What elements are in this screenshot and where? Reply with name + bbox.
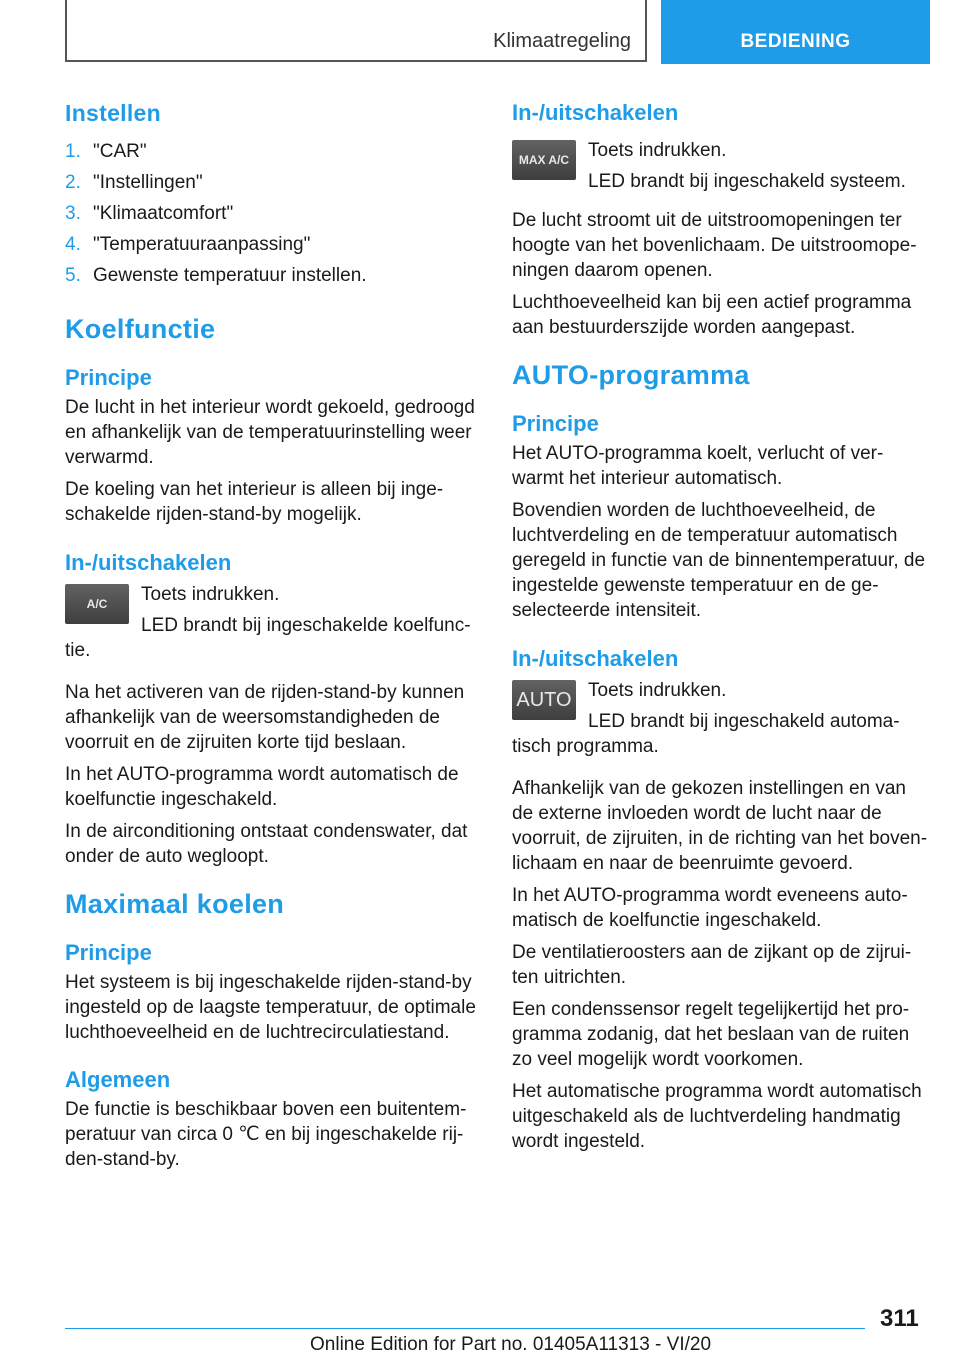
heading-auto-programma: AUTO-programma	[512, 360, 750, 390]
list-item	[65, 139, 485, 170]
paragraph: De lucht stroomt uit de uitstroomopeningen ter hoogte van het bovenlichaam. De uitstroomope‐ningen daarom openen.	[512, 210, 917, 281]
paragraph: Luchthoeveelheid kan bij een actief programma aan bestuurderszijde worden aangepast.	[512, 292, 912, 338]
footer-divider	[65, 1328, 865, 1329]
step-number: 1.	[65, 141, 81, 162]
page-header	[65, 0, 930, 64]
ac-button-icon: A/C	[65, 584, 129, 624]
paragraph: Het automatische programma wordt automatisch uitgeschakeld als de luchtverdeling handmatig wordt ingesteld.	[512, 1081, 922, 1152]
heading-in-uitschakelen: In-/uitschakelen	[65, 550, 232, 575]
left-column	[65, 100, 485, 1172]
step-text: "Instellingen"	[93, 172, 203, 193]
ac-button-text	[141, 582, 471, 638]
paragraph: LED brandt bij ingeschakeld automa‐	[588, 711, 900, 732]
max-ac-button-icon: MAX A/C	[512, 140, 576, 180]
heading-algemeen: Algemeen	[65, 1067, 171, 1092]
paragraph: Het AUTO-programma koelt, verlucht of ver‐warmt het interieur automatisch.	[512, 443, 884, 489]
paragraph: Een condenssensor regelt tegelijkertijd het pro‐gramma zodanig, dat het beslaan van de ruiten zo veel mogelijk wordt voorkomen.	[512, 999, 910, 1070]
heading-in-uitschakelen: In-/uitschakelen	[512, 100, 679, 125]
heading-principe: Principe	[512, 411, 599, 436]
chapter-title: Klimaatregeling	[493, 30, 631, 52]
list-item	[65, 263, 485, 294]
paragraph: Bovendien worden de luchthoeveelheid, de luchtverdeling en de temperatuur automatisch geregeld in functie van de binnentemperatuur, de ingestelde gewenste temperatuur en de ge‐selecteerde intensiteit.	[512, 500, 926, 621]
page-number: 311	[880, 1305, 919, 1332]
list-item	[65, 232, 485, 263]
paragraph: De functie is beschikbaar boven een buitentem‐peratuur van circa 0 ℃ en bij ingeschakelde rij‐den-stand-by.	[65, 1099, 467, 1170]
paragraph: LED brandt bij ingeschakelde koelfunc‐	[141, 615, 471, 636]
section-tab-label: BEDIENING	[740, 31, 851, 52]
right-column	[512, 100, 932, 1154]
step-text: "Klimaatcomfort"	[93, 203, 234, 224]
paragraph: Na het activeren van de rijden-stand-by kunnen afhankelijk van de weersomstandigheden de voorruit en de zijruiten korte tijd beslaan.	[65, 682, 465, 753]
paragraph: Toets indrukken.	[588, 140, 727, 161]
paragraph: Afhankelijk van de gekozen instellingen en van de externe invloeden wordt de lucht naar de voorruit, de zijruiten, in de richting van het boven‐lichaam en naar de beenruimte gevoerd.	[512, 778, 928, 874]
maxac-button-row	[512, 138, 932, 200]
edition-text: Online Edition for Part no. 01405A11313 - VI/20	[310, 1334, 712, 1355]
paragraph: De koeling van het interieur is alleen bij inge‐schakelde rijden-stand-by mogelijk.	[65, 479, 444, 525]
step-number: 2.	[65, 172, 81, 193]
header-box	[65, 0, 647, 62]
paragraph: In de airconditioning ontstaat condenswater, dat onder de auto wegloopt.	[65, 821, 468, 867]
step-text: "Temperatuuraanpassing"	[93, 234, 311, 255]
step-text: Gewenste temperatuur instellen.	[93, 265, 367, 286]
auto-button-row	[512, 678, 932, 734]
paragraph: De lucht in het interieur wordt gekoeld, gedroogd en afhankelijk van de temperatuurinstelling weer verwarmd.	[65, 397, 475, 468]
paragraph: tie.	[65, 640, 91, 661]
steps-list	[65, 139, 485, 294]
heading-maximaal-koelen: Maximaal koelen	[65, 889, 285, 919]
auto-button-icon: AUTO	[512, 680, 576, 720]
paragraph: De ventilatieroosters aan de zijkant op de zijrui‐ten uitrichten.	[512, 942, 912, 988]
paragraph: tisch programma.	[512, 736, 659, 757]
heading-koelfunctie: Koelfunctie	[65, 314, 216, 344]
paragraph: Toets indrukken.	[588, 680, 727, 701]
step-number: 5.	[65, 265, 81, 286]
list-item	[65, 170, 485, 201]
heading-in-uitschakelen: In-/uitschakelen	[512, 646, 679, 671]
paragraph: LED brandt bij ingeschakeld systeem.	[588, 171, 906, 192]
heading-principe: Principe	[65, 365, 152, 390]
maxac-button-text	[588, 138, 906, 200]
list-item	[65, 201, 485, 232]
step-number: 3.	[65, 203, 81, 224]
heading-instellen: Instellen	[65, 100, 162, 126]
paragraph: Het systeem is bij ingeschakelde rijden-stand-by ingesteld op de laagste temperatuur, de optimale luchthoeveelheid en de luchtrecirculatiestand.	[65, 972, 476, 1043]
paragraph: Toets indrukken.	[141, 584, 280, 605]
ac-button-row	[65, 582, 485, 638]
section-tab	[661, 0, 930, 64]
paragraph: In het AUTO-programma wordt eveneens auto‐matisch de koelfunctie ingeschakeld.	[512, 885, 908, 931]
paragraph: In het AUTO-programma wordt automatisch de koelfunctie ingeschakeld.	[65, 764, 459, 810]
step-text: "CAR"	[93, 141, 147, 162]
step-number: 4.	[65, 234, 81, 255]
heading-principe: Principe	[65, 940, 152, 965]
auto-button-text	[588, 678, 900, 734]
